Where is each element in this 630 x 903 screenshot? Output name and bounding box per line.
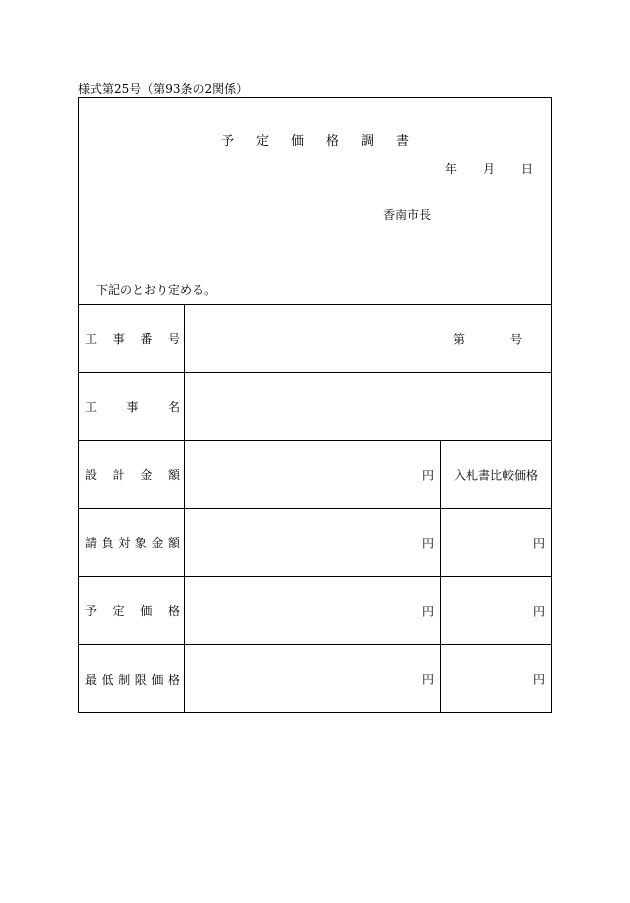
design-amount-field[interactable] bbox=[185, 441, 441, 508]
label-char: 名 bbox=[167, 400, 180, 414]
row-project-number bbox=[79, 305, 551, 373]
label-char: 定 bbox=[112, 604, 125, 618]
contract-amount-comparison-field[interactable] bbox=[441, 509, 551, 576]
date-line bbox=[445, 160, 533, 177]
label-char: 計 bbox=[112, 468, 125, 482]
contract-amount-field[interactable] bbox=[185, 509, 441, 576]
year-label: 年 bbox=[444, 162, 457, 176]
statement-text: 下記のとおり定める。 bbox=[96, 283, 217, 297]
yen-unit: 円 bbox=[532, 536, 545, 550]
label-char: 価 bbox=[151, 672, 164, 687]
label-design-amount bbox=[79, 441, 185, 508]
label-minimum-price bbox=[79, 645, 185, 713]
label-project-number bbox=[79, 305, 185, 372]
label-char: 格 bbox=[167, 672, 180, 687]
label-char: 予 bbox=[85, 604, 98, 618]
label-char: 限 bbox=[134, 672, 147, 687]
yen-unit: 円 bbox=[532, 604, 545, 618]
yen-unit: 円 bbox=[421, 536, 434, 550]
yen-unit: 円 bbox=[421, 604, 434, 618]
label-char: 制 bbox=[118, 672, 131, 687]
planned-price-comparison-field[interactable] bbox=[441, 577, 551, 644]
bid-comparison-label: 入札書比較価格 bbox=[453, 468, 538, 482]
label-char: 事 bbox=[112, 332, 125, 346]
row-project-name bbox=[79, 373, 551, 441]
label-char: 対 bbox=[118, 536, 131, 550]
bid-comparison-header bbox=[441, 441, 551, 508]
price-estimate-form bbox=[78, 97, 552, 713]
project-number-field[interactable] bbox=[185, 305, 551, 372]
row-minimum-price bbox=[79, 645, 551, 713]
form-number: 様式第25号（第93条の2関係） bbox=[78, 82, 249, 96]
day-label: 日 bbox=[520, 162, 533, 176]
yen-unit: 円 bbox=[421, 468, 434, 482]
form-title: 予定価格調書 bbox=[220, 134, 431, 149]
label-char: 象 bbox=[134, 536, 147, 550]
month-label: 月 bbox=[482, 162, 495, 176]
label-char: 額 bbox=[167, 536, 180, 550]
form-header bbox=[79, 98, 551, 305]
row-design-amount bbox=[79, 441, 551, 509]
label-char: 最 bbox=[85, 672, 98, 687]
row-planned-price bbox=[79, 577, 551, 645]
yen-unit: 円 bbox=[532, 672, 545, 687]
label-char: 低 bbox=[101, 672, 114, 687]
label-char: 格 bbox=[167, 604, 180, 618]
label-char: 額 bbox=[167, 468, 180, 482]
label-char: 工 bbox=[85, 400, 98, 414]
label-char: 号 bbox=[167, 332, 180, 346]
issuer-name: 香南市長 bbox=[383, 208, 432, 222]
label-char: 負 bbox=[101, 536, 114, 550]
label-planned-price bbox=[79, 577, 185, 644]
label-char: 設 bbox=[85, 468, 98, 482]
label-char: 金 bbox=[151, 536, 164, 550]
minimum-price-field[interactable] bbox=[185, 645, 441, 713]
label-char: 工 bbox=[85, 332, 98, 346]
label-project-name bbox=[79, 373, 185, 440]
label-char: 番 bbox=[140, 332, 153, 346]
label-char: 請 bbox=[85, 536, 98, 550]
minimum-price-comparison-field[interactable] bbox=[441, 645, 551, 713]
project-number-suffix: 号 bbox=[509, 332, 522, 346]
label-char: 金 bbox=[140, 468, 153, 482]
planned-price-field[interactable] bbox=[185, 577, 441, 644]
project-name-field[interactable] bbox=[185, 373, 551, 440]
label-char: 事 bbox=[126, 400, 139, 414]
project-number-prefix: 第 bbox=[453, 332, 466, 346]
label-contract-amount bbox=[79, 509, 185, 576]
label-char: 価 bbox=[140, 604, 153, 618]
yen-unit: 円 bbox=[421, 672, 434, 687]
row-contract-amount bbox=[79, 509, 551, 577]
